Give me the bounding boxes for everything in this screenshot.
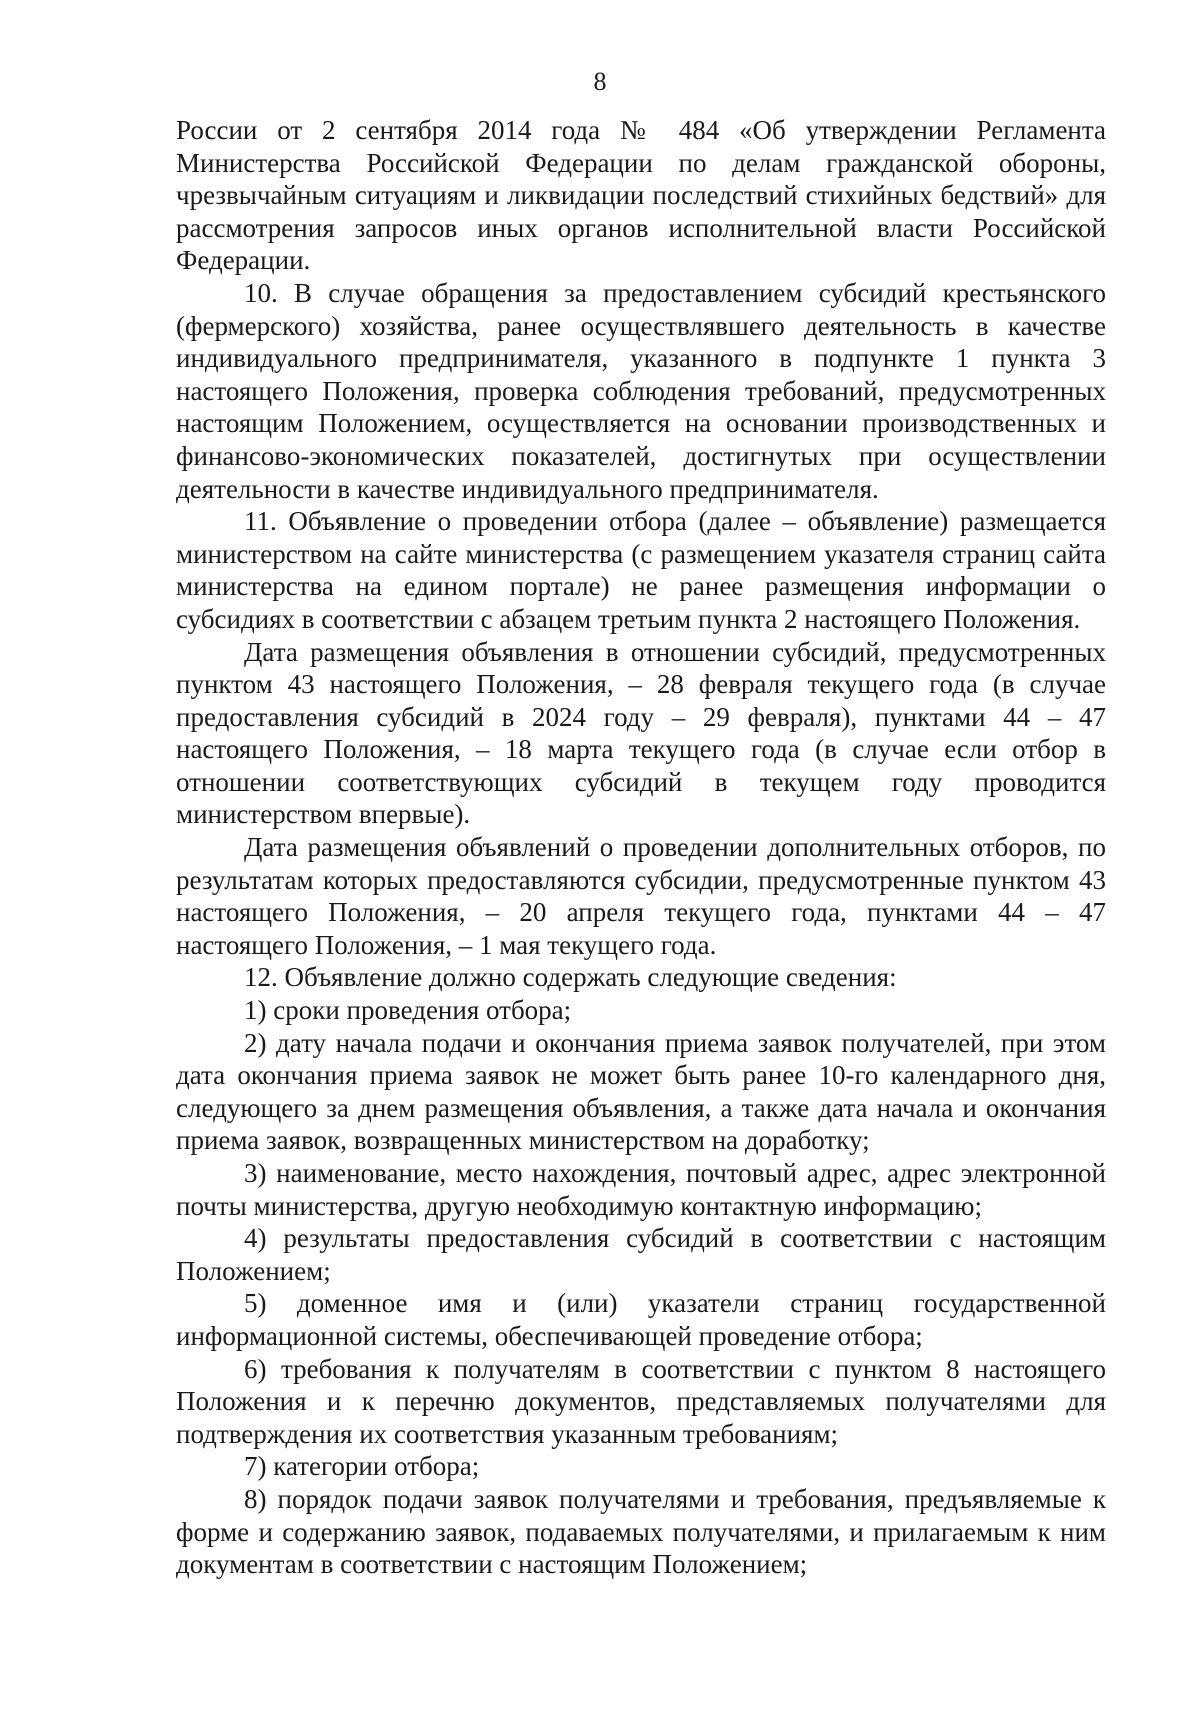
list-item-7: 7) категории отбора;: [244, 1451, 480, 1482]
paragraph-item-10: 10. В случае обращения за предоставлением субсидий крестьянского (фермерского) хозяйства, ранее осуществлявшего деятельность в качестве индивидуального предпринимателя, указанного в подпункте 1 пункта 3 настоящего Положения, проверка соблюдения требований, предусмотренных настоящим Положением, осуществляется на основании производственных и финансово-экономических показателей, достигнутых при осуществлении деятельности в качестве индивидуального предпринимателя.: [176, 277, 1106, 504]
page-number: 8: [593, 67, 607, 96]
list-item-3: 3) наименование, место нахождения, почтовый адрес, адрес электронной почты министерства, другую необходимую контактную информацию;: [176, 1158, 1106, 1221]
list-item-5: 5) доменное имя и (или) указатели страниц государственной информационной системы, обеспечивающей проведение отбора;: [176, 1288, 1106, 1351]
list-item-1: 1) сроки проведения отбора;: [244, 995, 572, 1026]
paragraph-item-12: 12. Объявление должно содержать следующие сведения:: [244, 962, 897, 993]
paragraph-continuation: России от 2 сентября 2014 года № 484 «Об утверждении Регламента Министерства Российской Федерации по делам гражданской обороны, чрезвычайным ситуациям и ликвидации последствий стихийных бедствий» для рассмотрения запросов иных органов исполнительной власти Российской Федерации.: [176, 115, 1106, 276]
paragraph-announcement-date: Дата размещения объявления в отношении субсидий, предусмотренных пунктом 43 настоящего Положения, – 28 февраля текущего года (в случае предоставления субсидий в 2024 году – 29 февраля), пунктами 44 – 47 настоящего Положения, – 18 марта текущего года (в случае если отбор в отношении соответствующих субсидий в текущем году проводится министерством впервые).: [176, 636, 1106, 830]
list-item-8: 8) порядок подачи заявок получателями и требования, предъявляемые к форме и содержанию заявок, подаваемых получателями, и прилагаемым к ним документам в соответствии с настоящим Положением;: [176, 1483, 1106, 1580]
list-item-4: 4) результаты предоставления субсидий в соответствии с настоящим Положением;: [176, 1223, 1106, 1286]
list-item-2: 2) дату начала подачи и окончания приема заявок получателей, при этом дата окончания приема заявок не может быть ранее 10-го календарного дня, следующего за днем размещения объявления, а также дата начала и окончания приема заявок, возвращенных министерством на доработку;: [176, 1027, 1106, 1156]
paragraph-additional-selection-date: Дата размещения объявлений о проведении дополнительных отборов, по результатам которых предоставляются субсидии, предусмотренные пунктом 43 настоящего Положения, – 20 апреля текущего года, пунктами 44 – 47 настоящего Положения, – 1 мая текущего года.: [176, 832, 1106, 960]
list-item-6: 6) требования к получателям в соответствии с пунктом 8 настоящего Положения и к перечню документов, представляемых получателями для подтверждения их соответствия указанным требованиям;: [176, 1353, 1106, 1449]
document-body: [176, 114, 1106, 1581]
paragraph-item-11: 11. Объявление о проведении отбора (далее – объявление) размещается министерством на сайте министерства (с размещением указателя страниц сайта министерства на едином портале) не ранее размещения информации о субсидиях в соответствии с абзацем третьим пункта 2 настоящего Положения.: [176, 506, 1106, 634]
